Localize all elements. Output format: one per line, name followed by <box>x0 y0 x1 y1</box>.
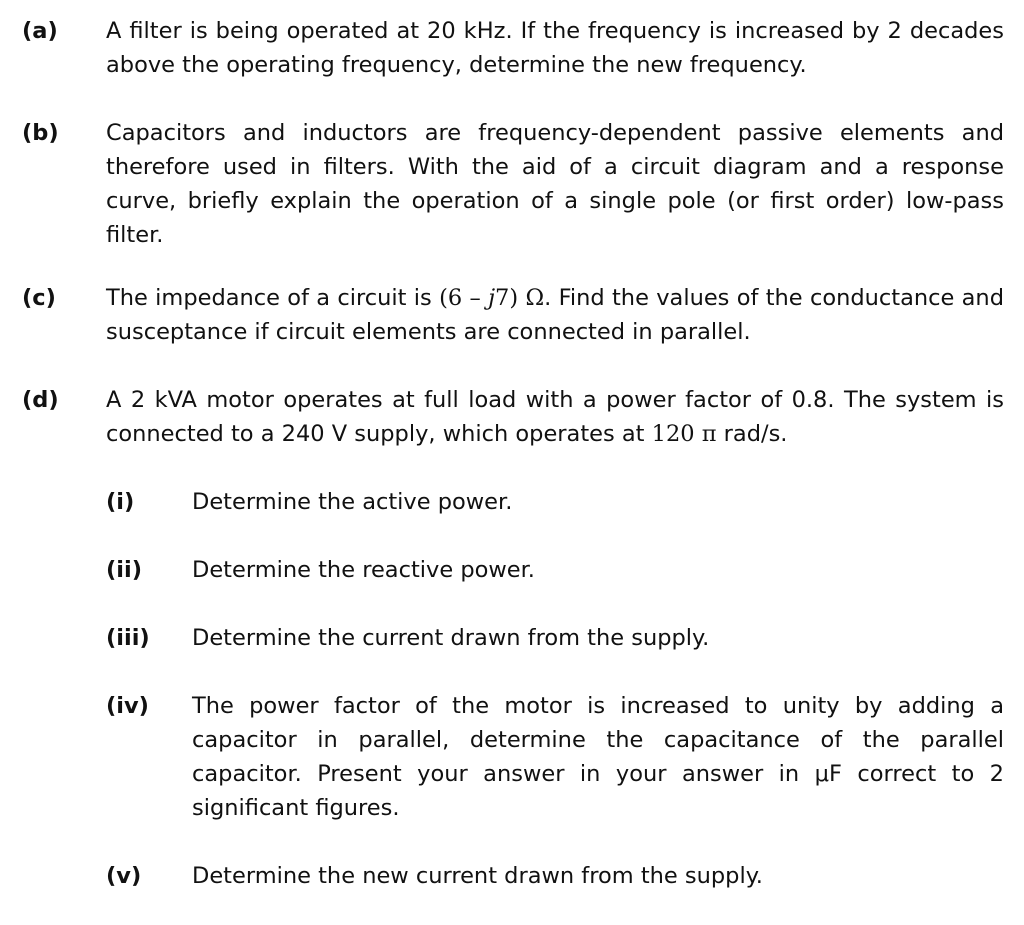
part-i-text: Determine the active power. <box>192 489 513 515</box>
part-ii-label: (ii) <box>106 557 142 583</box>
part-iii-label: (iii) <box>106 625 150 651</box>
question-c-text-after: . Find the values of the conductance and susceptance if circuit elements are connected in parallel. <box>106 285 1004 345</box>
part-ii-text: Determine the reactive power. <box>192 557 535 583</box>
question-c-label: (c) <box>22 285 56 311</box>
imaginary-unit: j <box>488 285 496 311</box>
question-b-label: (b) <box>22 120 59 146</box>
question-d-text-before: A 2 kVA motor operates at full load with a power factor of 0.8. The system is connected to a 240 V supply, which operates at <box>106 387 1004 447</box>
part-iii-text: Determine the current drawn from the supply. <box>192 625 710 651</box>
question-b-text: Capacitors and inductors are frequency-dependent passive elements and therefore used in filters. With the aid of a circuit diagram and a response curve, briefly explain the operation of a single pole (or first order) low-pass filter. <box>106 120 1004 248</box>
part-iv-text: The power factor of the motor is increased to unity by adding a capacitor in parallel, determine the capacitance of the parallel capacitor. Present your answer in your answer in μF correct to 2 significant figures. <box>192 693 1004 821</box>
question-d-label: (d) <box>22 387 59 413</box>
impedance-expression <box>439 285 544 311</box>
impedance-open: (6 – <box>439 285 489 311</box>
part-v-label: (v) <box>106 863 142 889</box>
question-c-text <box>106 281 1004 349</box>
question-a-label: (a) <box>22 18 58 44</box>
part-i-label: (i) <box>106 489 135 515</box>
question-d-text <box>106 383 1004 451</box>
angular-frequency-expression: 120 π <box>651 421 717 447</box>
impedance-close: 7) Ω <box>495 285 545 311</box>
question-a-text: A filter is being operated at 20 kHz. If the frequency is increased by 2 decades above the operating frequency, determine the new frequency. <box>106 18 1004 78</box>
question-d-text-after: rad/s. <box>716 421 788 447</box>
part-iv-label: (iv) <box>106 693 149 719</box>
part-v-text: Determine the new current drawn from the supply. <box>192 863 763 889</box>
question-c-text-before: The impedance of a circuit is <box>106 285 440 311</box>
